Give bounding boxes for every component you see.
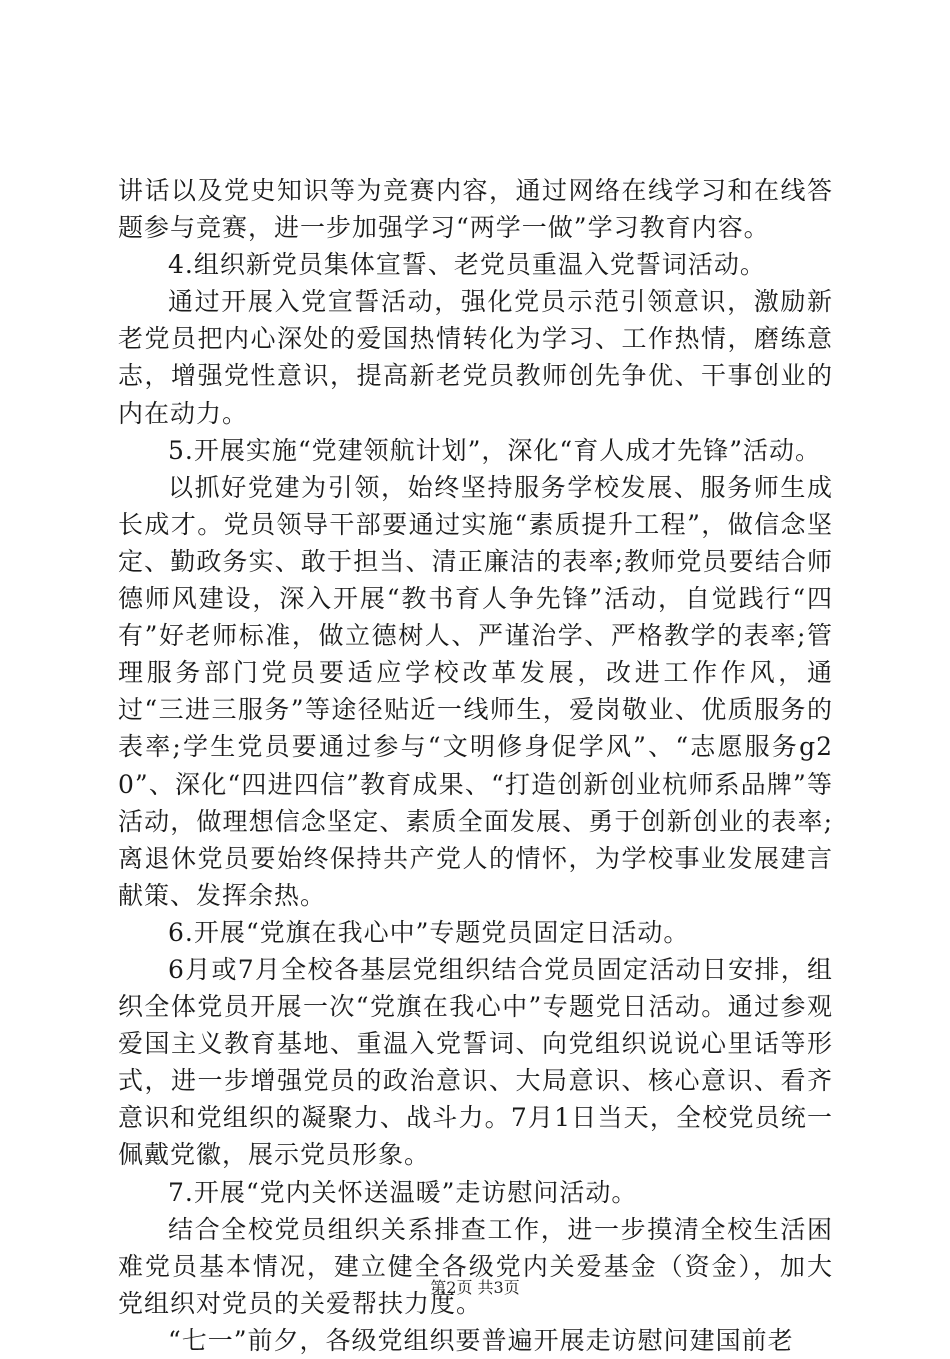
section-heading-6: 6.开展“党旗在我心中”专题党员固定日活动。 [168, 917, 690, 947]
section-heading-7: 7.开展“党内关怀送温暖”走访慰问活动。 [168, 1177, 638, 1207]
paragraph-continuation: 讲话以及党史知识等为竞赛内容，通过网络在线学习和在线答题参与竞赛，进一步加强学习“两学一做”学习教育内容。 [118, 176, 833, 243]
paragraph-july-first-visit: “七一”前夕，各级党组织要普遍开展走访慰问建国前老 [168, 1325, 794, 1355]
paragraph-party-building: 以抓好党建为引领，始终坚持服务学校发展、服务师生成长成才。党员领导干部要通过实施“素质提升工程”，做信念坚定、勤政务实、敢于担当、清正廉洁的表率;教师党员要结合师德师风建设，深入开展“教书育人争先锋”活动，自觉践行“四有”好老师标准，做立德树人、严谨治学、严格教学的表率;管理服务部门党员要适应学校改革发展，改进工作作风，通过“三进三服务”等途径贴近一线师生，爱岗敬业、优质服务的表率;学生党员要通过参与“文明修身促学风”、“志愿服务g20”、深化“四进四信”教育成果、“打造创新创业杭师系品牌”等活动，做理想信念坚定、素质全面发展、勇于创新创业的表率;离退休党员要始终保持共产党人的情怀，为学校事业发展建言献策、发挥余热。 [118, 472, 833, 910]
document-body [118, 172, 833, 1359]
section-heading-4: 4.组织新党员集体宣誓、老党员重温入党誓词活动。 [168, 250, 766, 280]
section-heading-5: 5.开展实施“党建领航计划”，深化“育人成才先锋”活动。 [168, 435, 821, 465]
paragraph-party-flag-day: 6月或7月全校各基层党组织结合党员固定活动日安排，组织全体党员开展一次“党旗在我心中”专题党日活动。通过参观爱国主义教育基地、重温入党誓词、向党组织说说心里话等形式，进一步增强党员的政治意识、大局意识、核心意识、看齐意识和党组织的凝聚力、战斗力。7月1日当天，全校党员统一佩戴党徽，展示党员形象。 [118, 954, 833, 1170]
paragraph-oath-activity: 通过开展入党宣誓活动，强化党员示范引领意识，激励新老党员把内心深处的爱国热情转化为学习、工作热情，磨练意志，增强党性意识，提高新老党员教师创先争优、干事创业的内在动力。 [118, 287, 833, 428]
paragraph-care-fund: 结合全校党员组织关系排查工作，进一步摸清全校生活困难党员基本情况，建立健全各级党内关爱基金（资金），加大党组织对党员的关爱帮扶力度。 [118, 1214, 833, 1318]
page-number-footer: 第2页 共3页 [430, 1278, 520, 1297]
